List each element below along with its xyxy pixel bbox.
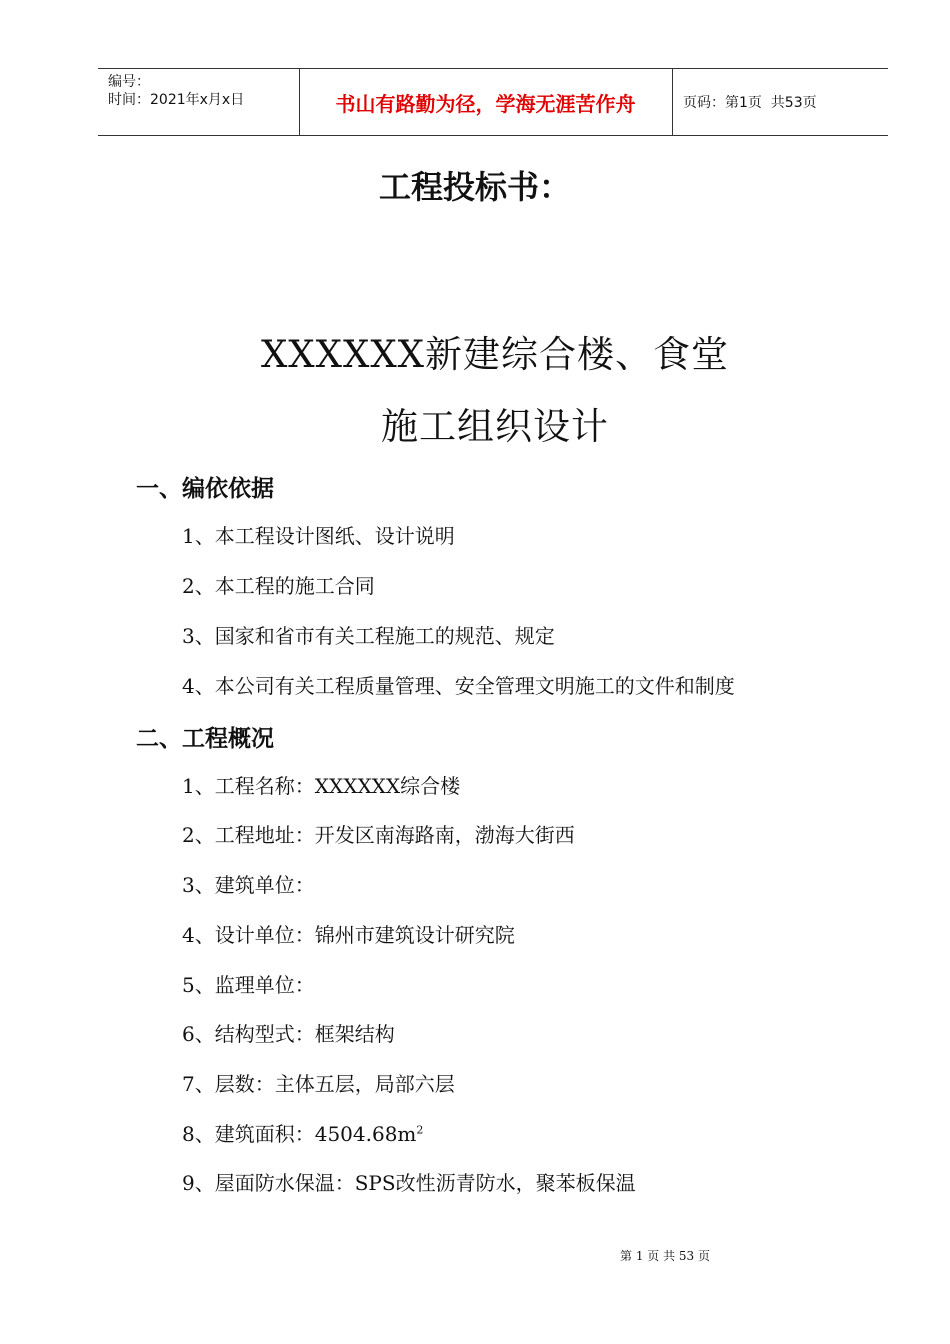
list-item: 4、设计单位：锦州市建筑设计研究院 bbox=[182, 923, 515, 947]
area-superscript: 2 bbox=[416, 1123, 424, 1137]
header-meta bbox=[108, 73, 244, 109]
list-item: 3、国家和省市有关工程施工的规范、规定 bbox=[182, 624, 555, 648]
section-heading: 一、编依依据 bbox=[136, 476, 274, 502]
list-item bbox=[182, 1118, 423, 1147]
list-item: 1、本工程设计图纸、设计说明 bbox=[182, 524, 455, 548]
list-item: 2、本工程的施工合同 bbox=[182, 574, 375, 598]
section-heading: 二、工程概况 bbox=[136, 726, 274, 752]
document-title: 工程投标书： bbox=[378, 168, 571, 206]
list-item: 3、建筑单位： bbox=[182, 873, 315, 897]
main-title-line1: XXXXXX新建综合楼、食堂 bbox=[260, 333, 730, 376]
page-footer: 第 1 页 共 53 页 bbox=[620, 1249, 710, 1263]
list-item: 9、屋面防水保温：SPS改性沥青防水，聚苯板保温 bbox=[182, 1171, 636, 1195]
list-item: 5、监理单位： bbox=[182, 973, 315, 997]
header-page-info: 页码：第1页 共53页 bbox=[683, 95, 817, 111]
page-header bbox=[98, 68, 888, 136]
list-item: 2、工程地址：开发区南海路南，渤海大街西 bbox=[182, 823, 575, 847]
header-motto: 书山有路勤为径，学海无涯苦作舟 bbox=[335, 91, 636, 116]
code-label: 编号： bbox=[108, 74, 150, 90]
time-label: 时间：2021年x月x日 bbox=[108, 92, 245, 108]
list-item: 1、工程名称：XXXXXX综合楼 bbox=[182, 774, 461, 798]
list-item: 4、本公司有关工程质量管理、安全管理文明施工的文件和制度 bbox=[182, 674, 735, 698]
main-title-line2: 施工组织设计 bbox=[381, 405, 609, 448]
list-item: 7、层数：主体五层，局部六层 bbox=[182, 1072, 455, 1096]
header-divider bbox=[672, 69, 673, 135]
list-item: 6、结构型式：框架结构 bbox=[182, 1022, 395, 1046]
area-text: 8、建筑面积：4504.68m bbox=[182, 1122, 417, 1146]
